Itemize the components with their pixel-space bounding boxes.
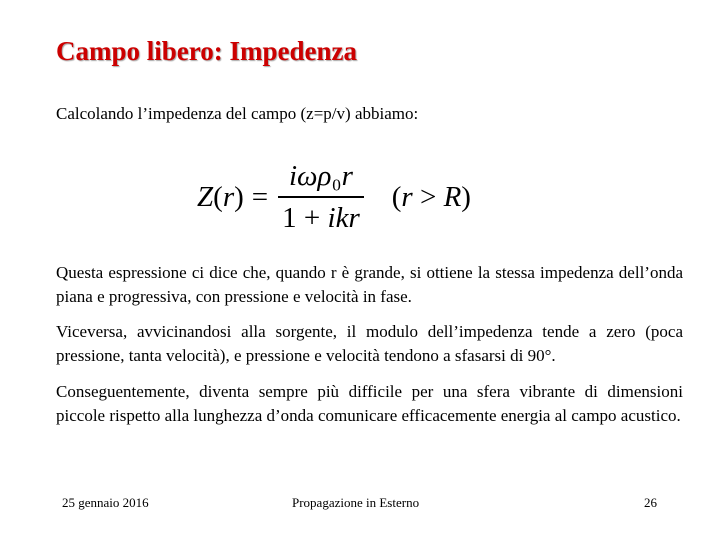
paragraph-conclusion: Conseguentemente, diventa sempre più difficile per una sfera vibrante di dimensioni piccole rispetto alla lunghezza d’onda comunicare efficacemente energia al campo acustico. [56, 382, 683, 425]
slide-title: Campo libero: Impedenza [56, 36, 357, 66]
formula-numerator: iωρ₀r [288, 160, 353, 192]
paragraph-near-field: Viceversa, avvicinandosi alla sorgente, il modulo dell’impedenza tende a zero (poca pressione, tanta velocità), e pressione e velocità tendono a sfasarsi di 90°. [56, 322, 683, 365]
paragraph-far-field: Questa espressione ci dice che, quando r è grande, si ottiene la stessa impedenza dell’onda piana e progressiva, con pressione e velocità in fase. [56, 263, 683, 306]
formula-condition: (r > R) [391, 180, 471, 213]
page-number: 26 [644, 495, 657, 510]
intro-text: Calcolando l’impedenza del campo (z=p/v) abbiamo: [56, 104, 419, 123]
impedance-formula [197, 152, 471, 242]
formula-equals: = [251, 180, 269, 213]
footer-title: Propagazione in Esterno [292, 495, 420, 510]
formula-fraction [278, 158, 364, 236]
footer-date: 25 gennaio 2016 [62, 495, 149, 510]
formula-denominator: 1 + ikr [282, 202, 360, 234]
formula-lhs: Z(r) [197, 180, 244, 213]
